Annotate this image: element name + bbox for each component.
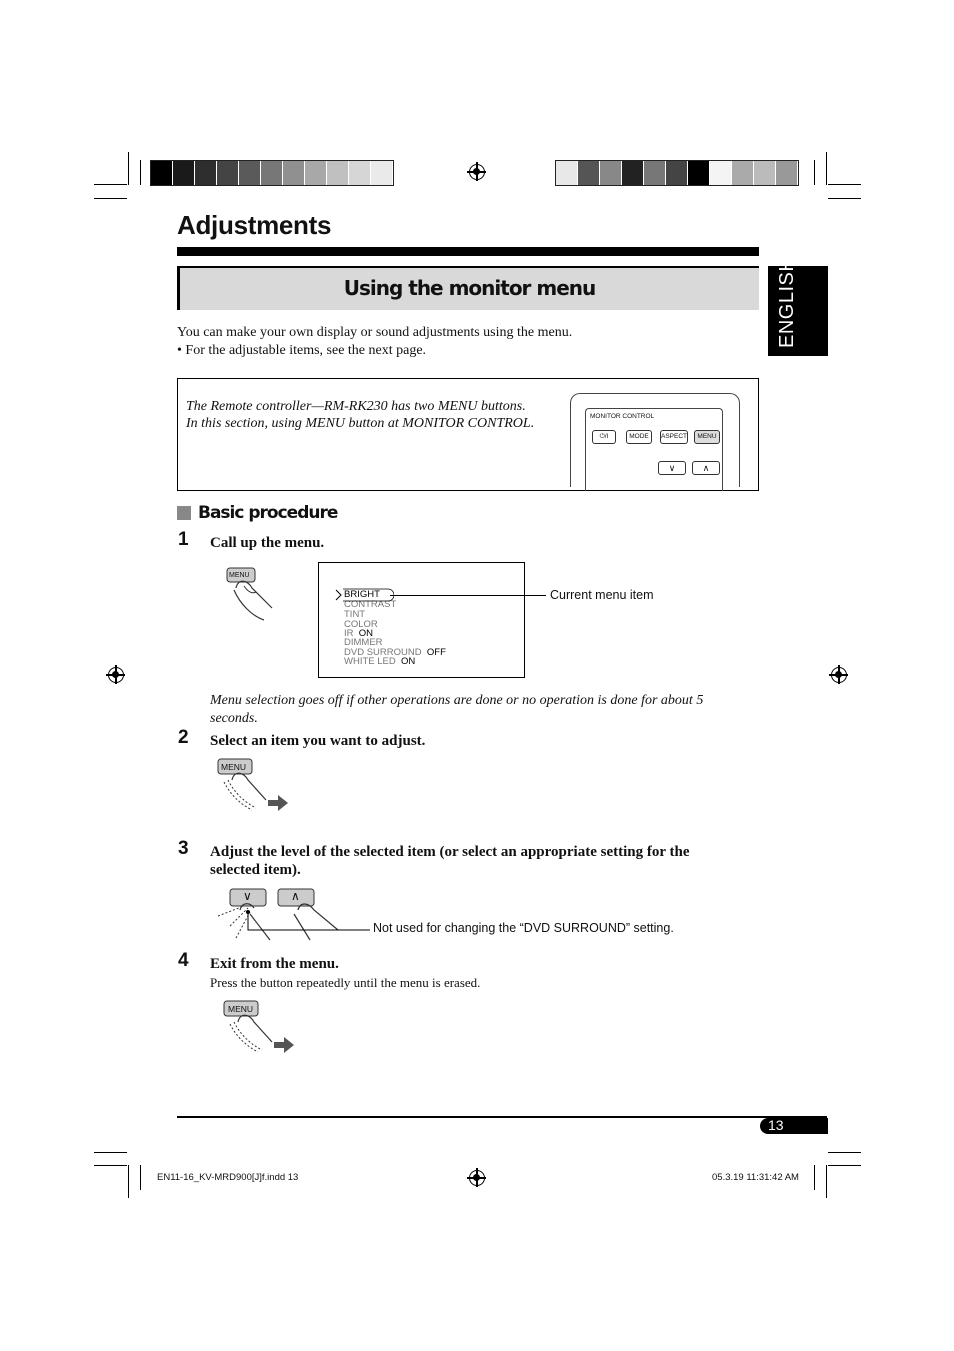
crop-mark xyxy=(94,1152,127,1153)
menu-button-label: MENU xyxy=(229,572,250,579)
crop-mark xyxy=(826,1165,827,1198)
footer-file-info: EN11-16_KV-MRD900[J]f.indd 13 xyxy=(157,1172,299,1183)
menu-item-label: DIMMER xyxy=(344,637,383,648)
section-marker-icon xyxy=(177,506,191,520)
menu-item-label: COLOR xyxy=(344,619,378,630)
aspect-button: ASPECT xyxy=(660,430,688,444)
up-button-label: ∧ xyxy=(291,889,300,903)
color-calibration-bar-left xyxy=(150,160,394,186)
dvd-surround-callout: Not used for changing the “DVD SURROUND” setting. xyxy=(373,921,674,935)
step-text: Call up the menu. xyxy=(210,535,325,551)
page-title: Adjustments xyxy=(177,210,332,240)
remote-panel xyxy=(585,408,723,491)
menu-item-label: TINT xyxy=(344,609,366,620)
crop-mark xyxy=(828,1165,861,1166)
crop-mark xyxy=(128,1165,129,1198)
menu-button-label: MENU xyxy=(221,762,247,772)
step-number: 2 xyxy=(178,727,189,748)
registration-mark-icon xyxy=(831,667,847,683)
title-rule xyxy=(177,247,759,256)
menu-item-value: ON xyxy=(358,628,374,639)
section-title: Using the monitor menu xyxy=(343,276,596,300)
intro-bullet: • For the adjustable items, see the next page. xyxy=(177,343,427,358)
crop-mark xyxy=(826,152,827,185)
language-tab xyxy=(768,256,828,356)
crop-mark xyxy=(94,184,127,185)
current-menu-item-callout: Current menu item xyxy=(550,588,654,602)
menu-item-label: WHITE LED xyxy=(344,656,396,667)
menu-item-label: DVD SURROUND xyxy=(344,647,422,658)
up-button: ∧ xyxy=(692,461,720,475)
language-tab-label: ENGLISH xyxy=(776,256,798,348)
crop-mark xyxy=(140,1165,141,1190)
color-calibration-bar-right xyxy=(555,160,799,186)
page-number: 13 xyxy=(768,1117,784,1133)
step-number: 4 xyxy=(178,950,189,971)
step-text: Select an item you want to adjust. xyxy=(210,733,426,749)
note-line: In this section, using MENU button at MONITOR CONTROL. xyxy=(186,416,535,431)
note-line: The Remote controller—RM-RK230 has two MENU buttons. xyxy=(186,399,526,414)
power-button: ⏻/I xyxy=(592,430,616,444)
registration-mark-icon xyxy=(469,164,485,180)
remote-label: MONITOR CONTROL xyxy=(590,413,655,420)
menu-screen-illustration xyxy=(318,562,525,678)
crop-mark xyxy=(814,1165,815,1190)
menu-item-label: BRIGHT xyxy=(344,589,380,600)
down-button-label: ∨ xyxy=(243,889,252,903)
step-text: Exit from the menu. xyxy=(210,956,339,972)
menu-item-label: IR xyxy=(344,628,354,639)
menu-item-value: ON xyxy=(401,656,416,667)
bottom-rule xyxy=(177,1116,827,1118)
step-number: 1 xyxy=(178,529,189,550)
step-number: 3 xyxy=(178,838,189,859)
section-header xyxy=(177,266,759,310)
mode-button: MODE xyxy=(626,430,652,444)
footer-timestamp: 05.3.19 11:31:42 AM xyxy=(712,1172,799,1183)
crop-mark xyxy=(828,184,861,185)
crop-mark xyxy=(140,160,141,185)
step-text: Adjust the level of the selected item (or select an appropriate setting for the xyxy=(210,844,690,860)
menu-item-white-led xyxy=(344,657,415,667)
step-text: selected item). xyxy=(210,862,301,878)
menu-note: seconds. xyxy=(210,711,258,726)
menu-note: Menu selection goes off if other operations are done or no operation is done for about 5 xyxy=(210,693,704,708)
registration-mark-icon xyxy=(469,1170,485,1186)
crop-mark xyxy=(128,152,129,185)
down-button: ∨ xyxy=(658,461,686,475)
crop-mark xyxy=(94,198,127,199)
crop-mark xyxy=(828,198,861,199)
menu-button-label: MENU xyxy=(228,1004,254,1014)
crop-mark xyxy=(94,1165,127,1166)
procedure-title: Basic procedure xyxy=(198,503,338,523)
menu-item-value: OFF xyxy=(426,647,446,658)
remote-controller-illustration xyxy=(570,393,740,487)
menu-button: MENU xyxy=(694,430,720,444)
callout-line xyxy=(390,595,546,596)
intro-text: You can make your own display or sound adjustments using the menu. xyxy=(177,325,573,340)
step-subtext: Press the button repeatedly until the menu is erased. xyxy=(210,975,481,990)
page-number-tab xyxy=(760,1118,828,1134)
crop-mark xyxy=(828,1152,861,1153)
selection-cursor-icon xyxy=(334,588,394,602)
registration-mark-icon xyxy=(108,667,124,683)
menu-item-label: CONTRAST xyxy=(344,599,397,610)
crop-mark xyxy=(814,160,815,185)
